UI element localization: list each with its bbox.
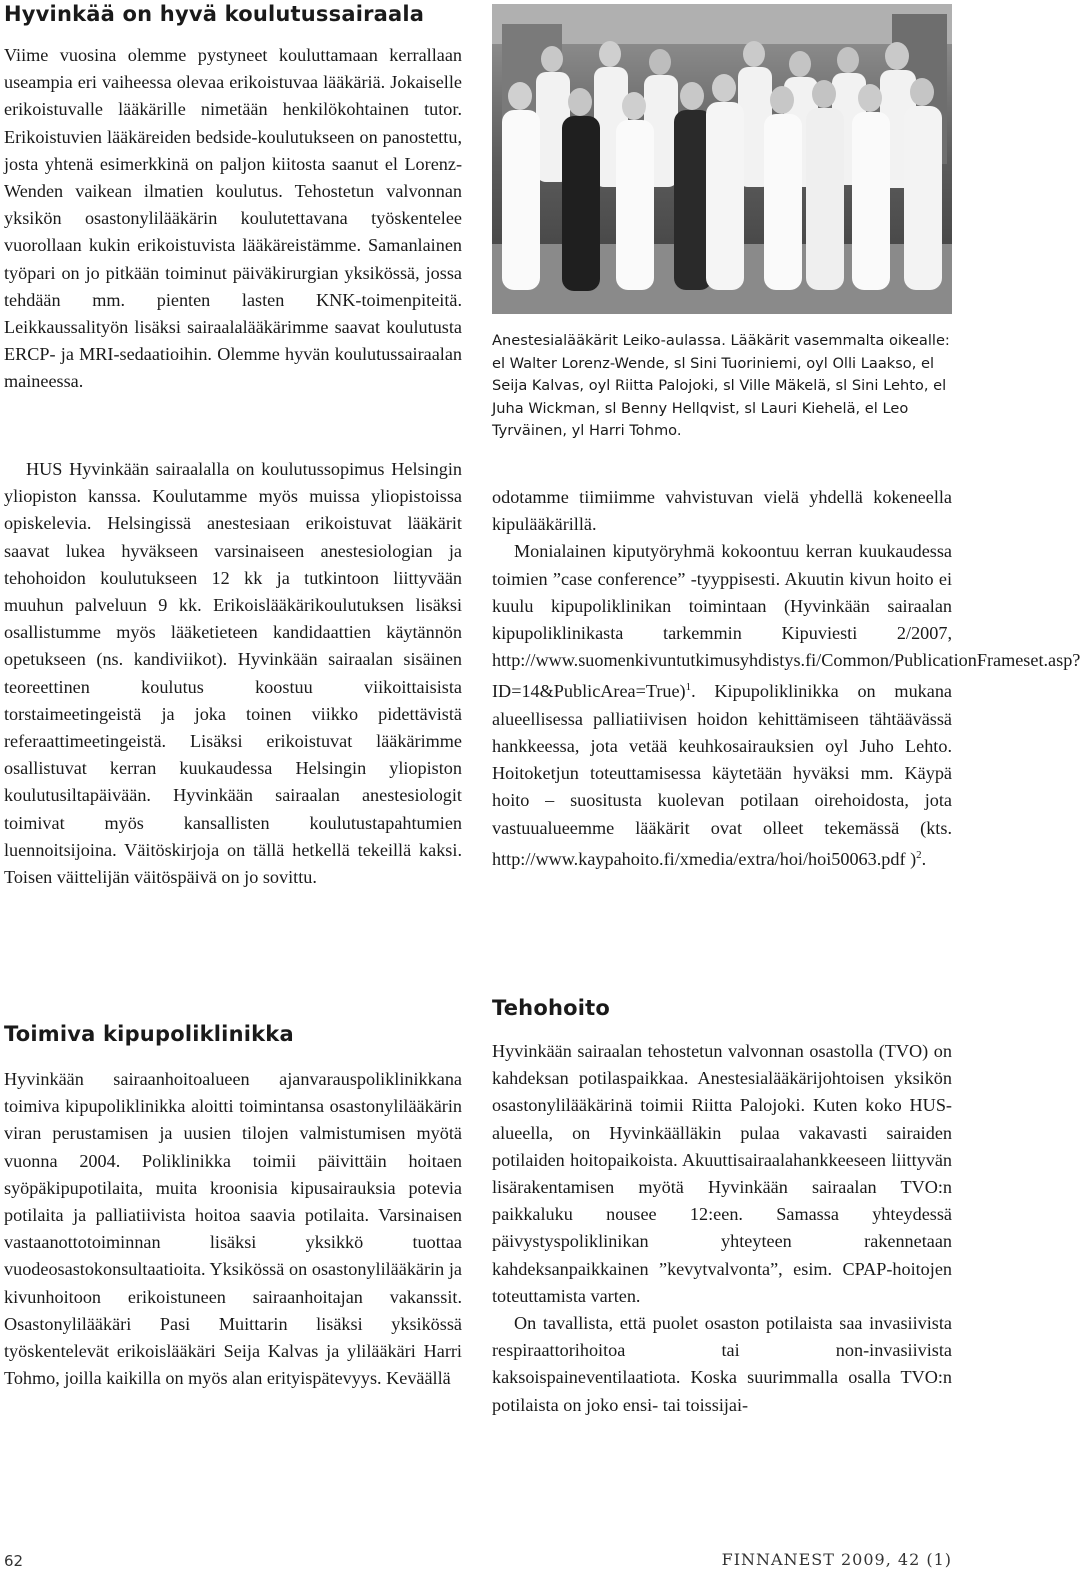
- paragraph-text: . Kipupoliklinikka on mukana alueellisessa palliatiivisen hoidon kehittämiseen tähtäävässä hankkeessa, jota vetää keuhkosairauksien oyl Juho Lehto. Hoitoketjun toteuttamisessa käytetään hyväksi mm. Käypä hoito – suositusta kuolevan potilaan oirehoidosta, jota vastuualueemme lääkärit ovat olleet tekemässä (kts. http://www.kaypahoito.fi/xmedia/extra/hoi/hoi50063.pdf ): [492, 681, 952, 869]
- paragraph-text: odotamme tiimiimme vahvistuvan vielä yhdellä kokeneella kipulääkärillä.: [492, 487, 952, 535]
- photo-caption: Anestesialääkärit Leiko-aulassa. Lääkärit vasemmalta oikealle: el Walter Lorenz-Wende, sl Sini Tuoriniemi, oyl Olli Laakso, el Seija Kalvas, oyl Riitta Palojoki, sl Ville Mäkelä, sl Sini Lehto, el Juha Wickman, sl Benny Hellqvist, sl Lauri Kiehelä, el Leo Tyrväinen, yl Harri Tohmo.: [492, 332, 950, 440]
- paragraph: [492, 484, 1080, 873]
- footnote-ref: 2: [916, 848, 922, 861]
- page-number: 62: [4, 1552, 24, 1570]
- paragraph: HUS Hyvinkään sairaalalla on koulutussopimus Helsingin yliopiston kanssa. Koulutamme myös muissa yliopistoissa opiskelevia. Helsingissä anestesiaan erikoistuvat lääkärit saavat lukea hyväkseen varsinaiseen anestesiologian ja tehohoidon koulutukseen 12 kk ja tutkintoon liittyvään muuhun palveluun 9 kk. Erikoislääkärikoulutuksen lisäksi osallistumme myös lääketieteen kandidaattien käytännön opetukseen (ns. kandiviikot). Hyvinkään sairaalan sisäinen teoreettinen koulutus koostuu viikoittaisista torstaimeetingeistä ja joka toinen viikko pidettävistä referaattimeetingeistä. Lisäksi erikoistuvat lääkärimme osallistuvat kerran kuukaudessa Helsingin yliopiston koulutusiltapäivään. Hyvinkään sairaalan anestesiologit toimivat myös kansallisten koulutustapahtumien luennoitsijoina. Väitöskirjoja on tällä hetkellä tekeillä kaksi. Toisen väittelijän väitöspäivä on jo sovittu.: [4, 459, 462, 888]
- paragraph-text: .: [921, 848, 927, 869]
- tehohoito-text: [492, 1038, 952, 1419]
- section-heading-kipupoliklinikka: Toimiva kipupoliklinikka: [4, 1022, 294, 1046]
- group-photo: [492, 4, 952, 314]
- paragraph: Viime vuosina olemme pystyneet kouluttamaan kerrallaan useampia eri vaiheessa olevaa erikoistuvaa lääkäriä. Jokaiselle erikoistuvalle lääkärille nimetään henkilökohtainen tutor. Erikoistuvien lääkäreiden bedside-koulutukseen on panostettu, josta yhtenä esimerkkinä on paljon kiitosta saanut el Lorenz-Wenden vaikean ilmatien koulutus. Tehostetun valvonnan yksikön osastonylilääkärin koulutettavana työskentelee vuorollaan kukin erikoistuvista lääkäreistämme. Samanlainen työpari on jo pitkään toiminut päiväkirurgian yksikössä, jossa tehdään mm. pienten lasten KNK-toimenpiteitä. Leikkaussalityön lisäksi sairaalalääkärimme saavat koulutusta ERCP- ja MRI-sedaatioihin. Olemme hyvän koulutussairaalan maineessa.: [4, 45, 462, 392]
- section-heading-koulutussairaala: Hyvinkää on hyvä koulutussairaala: [4, 2, 425, 26]
- section-heading-tehohoito: Tehohoito: [492, 996, 610, 1020]
- paragraph: On tavallista, että puolet osaston potilaista saa invasiivista respiraattorihoitoa tai non-invasiivista kaksoispaineventilaatiota. Koska suurimmalla osalla TVO:n potilaista on joko ensi- tai toissijai-: [492, 1313, 952, 1415]
- paragraph-text: Monialainen kiputyöryhmä kokoontuu kerran kuukaudessa toimien ”case conference” -tyyppisesti. Akuutin kivun hoito ei kuulu kipupoliklinikan toimintaan (Hyvinkään sairaalan kipupoliklinikasta tarkemmin Kipuviesti 2/2007, http://www.suomenkivuntutkimusyhdistys.fi/Common/PublicationFrameset.asp?ID=14&PublicArea=True): [492, 541, 1080, 702]
- page-footer: [0, 1548, 960, 1580]
- journal-citation: FINNANEST 2009, 42 (1): [721, 1550, 952, 1569]
- paragraph: Hyvinkään sairaalan tehostetun valvonnan osastolla (TVO) on kahdeksan potilaspaikkaa. Anestesialääkärijohtoisen yksikön osastonylilääkärinä toimii Riitta Palojoki. Kuten koko HUS-alueella, on Hyvinkäälläkin pulaa vakavasti sairaiden potilaiden hoitopaikoista. Akuuttisairaalahankkeeseen liittyvän lisärakentamisen myötä Hyvinkään sairaalan TVO:n paikkaluku nousee 12:een. Samassa yhteydessä päivystyspoliklinikan yhteyteen rakennetaan kahdeksanpaikkainen ”kevytvalvonta”, esim. CPAP-hoitojen toteuttamista varten.: [492, 1041, 952, 1306]
- paragraph: Hyvinkään sairaanhoitoalueen ajanvarauspoliklinikkana toimiva kipupoliklinikka aloitti toimintansa osastonylilääkärin viran perustamisen ja uusien tilojen valmistumisen myötä vuonna 2004. Poliklinikka toimii päivittäin hoitaen syöpäkipupotilaita, muita kroonisia kipusairauksia potevia potilaita ja palliatiivista hoitoa saavia potilaita. Varsinaisen vastaanottotoiminnan lisäksi yksikkö tuottaa vuodeosastokonsultaatioita. Yksikössä on osastonylilääkärin ja kivunhoitoon erikoistuneen sairaanhoitajan vakanssit. Osastonylilääkäri Pasi Muittarin lisäksi yksikössä työskentelevät erikoislääkäri Seija Kalvas ja ylilääkäri Harri Tohmo, joilla kaikilla on myös alan erityispätevyys. Keväällä: [4, 1069, 462, 1389]
- footnote-ref: 1: [685, 681, 692, 694]
